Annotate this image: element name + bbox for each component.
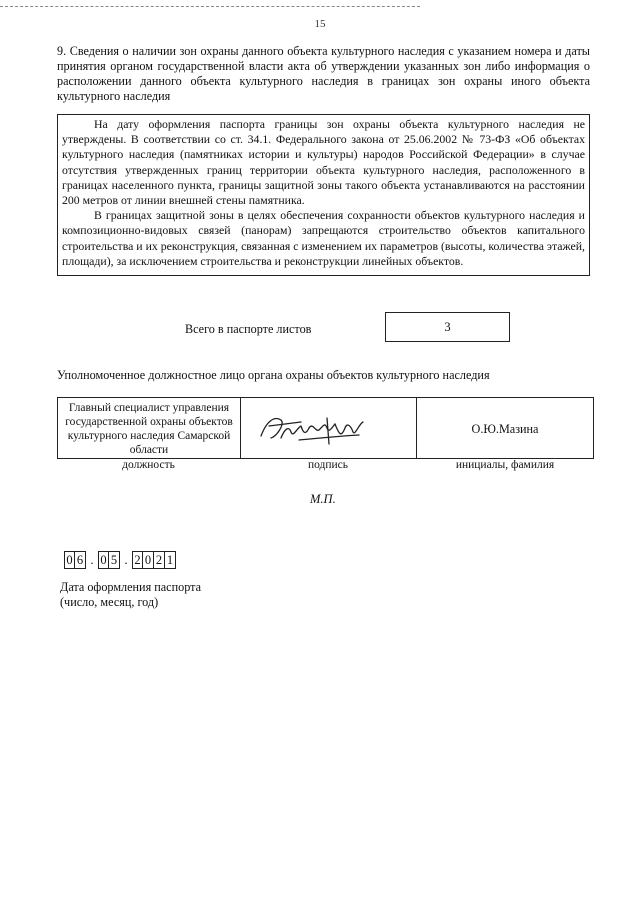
date-separator: . bbox=[124, 552, 128, 567]
handwritten-signature bbox=[241, 398, 417, 458]
date-digit: 2 bbox=[154, 551, 165, 569]
date-digit: 1 bbox=[165, 551, 176, 569]
info-paragraph: На дату оформления паспорта границы зон охраны объекта культурного наследия не утверждены. В соответствии со ст. 34.1. Федерального закона от 25.06.2002 № 73-ФЗ «Об объектах культурного наследия (памятниках истории и культуры) народов Российской Федерации» в случае отсутствия утвержденных границ территории объекта культурного наследия, расположенного в границах населенного пункта, границы защитной зоны такого объекта устанавливаются на расстоянии 200 метров от линии внешней стены памятника. bbox=[62, 117, 585, 208]
signature-cell bbox=[241, 398, 417, 458]
caption-signature: подпись bbox=[307, 459, 349, 471]
stamp-place-label: М.П. bbox=[310, 492, 336, 506]
caption-position: должность bbox=[122, 459, 175, 471]
sheets-count-box: 3 bbox=[385, 312, 510, 342]
date-digit: 5 bbox=[109, 551, 120, 569]
issue-date-label-line: Дата оформления паспорта bbox=[60, 580, 202, 594]
date-digit: 0 bbox=[143, 551, 154, 569]
authorized-official-label: Уполномоченное должностное лицо органа охраны объектов культурного наследия bbox=[57, 368, 490, 382]
date-digit: 2 bbox=[132, 551, 143, 569]
issue-date-label bbox=[60, 580, 201, 610]
official-name: О.Ю.Мазина bbox=[471, 422, 539, 436]
date-digit: 6 bbox=[75, 551, 86, 569]
caption-name: инициалы, фамилия bbox=[455, 459, 555, 471]
protection-zone-info-box bbox=[57, 114, 590, 276]
date-separator: . bbox=[90, 552, 94, 567]
date-digit: 0 bbox=[64, 551, 75, 569]
sheets-count-label: Всего в паспорте листов bbox=[185, 322, 312, 336]
section-heading: 9. Сведения о наличии зон охраны данного объекта культурного наследия с указанием номера и даты принятия органом государственной власти акта об утверждении указанных зон либо информация о расположении данного объекта культурного наследия в границах зон охраны иного объекта культурного наследия bbox=[57, 44, 590, 103]
info-paragraph: В границах защитной зоны в целях обеспечения сохранности объектов культурного наследия и композиционно-видовых связей (панорам) запрещаются строительство объектов капитального строительства и их реконструкция, связанная с изменением их параметров (высоты, количества этажей, площади), за исключением строительства и реконструкции линейных объектов. bbox=[62, 208, 585, 268]
signature-table bbox=[57, 397, 594, 459]
issue-date-format-hint: (число, месяц, год) bbox=[60, 595, 159, 609]
official-position: Главный специалист управления государственной охраны объектов культурного наследия Самарской области bbox=[58, 398, 241, 458]
page-number: 15 bbox=[314, 18, 326, 30]
date-digit: 0 bbox=[98, 551, 109, 569]
top-dashed-line bbox=[0, 6, 420, 7]
issue-date-boxes bbox=[64, 549, 176, 571]
